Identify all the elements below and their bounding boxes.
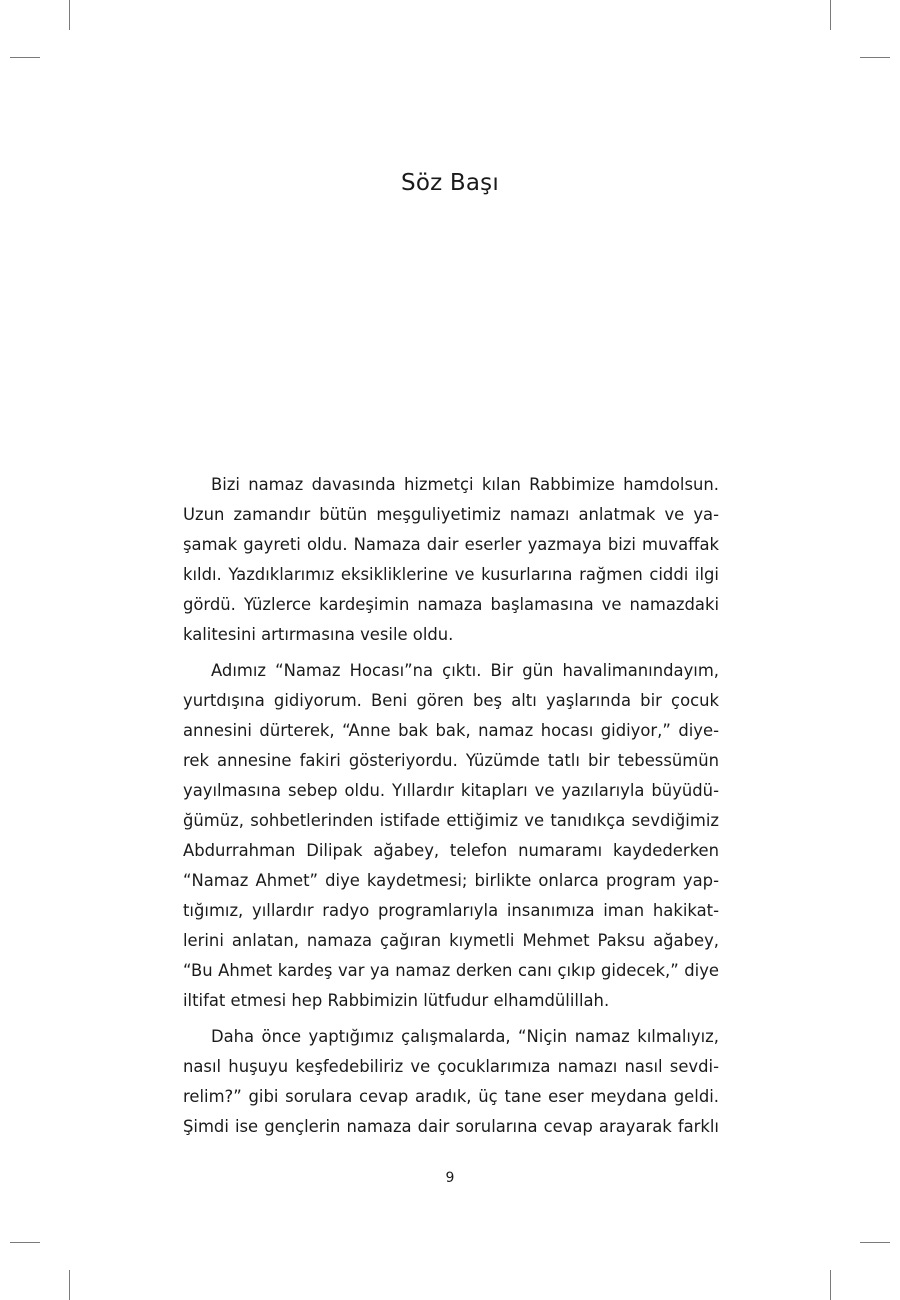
crop-mark-bottom-right-horizontal (860, 1242, 890, 1243)
body-text (183, 470, 719, 1148)
crop-mark-bottom-left-vertical (69, 1270, 70, 1300)
page-number: 9 (445, 1170, 455, 1186)
paragraph-1: Bizi namaz davasında hizmetçi kılan Rabbimize hamdolsun. Uzun zamandır bütün meşguliyetimiz namazı anlatmak ve yaşamak gayreti oldu. Namaza dair eserler yazmaya bizi muvaffak kıldı. Yazdıklarımız eksikliklerine ve kusurlarına rağmen ciddi ilgi gördü. Yüzlerce kardeşimin namaza başlamasına ve namazdaki kalitesini artırmasına vesile oldu. (183, 475, 719, 644)
crop-mark-top-left-vertical (69, 0, 70, 30)
crop-mark-top-right-horizontal (860, 57, 890, 58)
chapter-title: Söz Başı (401, 170, 499, 196)
paragraph-2: Adımız “Namaz Hocası”na çıktı. Bir gün havalimanındayım, yurtdışına gidiyorum. Beni gören beş altı yaşlarında bir çocuk annesini dürterek, “Anne bak bak, namaz hocası gidiyor,” diyerek annesine fakiri gösteriyordu. Yüzümde tatlı bir tebessümün yayılmasına sebep oldu. Yıllardır kitapları ve yazılarıyla büyüdüğümüz, sohbetlerinden istifade ettiğimiz ve tanıdıkça sevdiğimiz Abdurrahman Dilipak ağabey, telefon numaramı kaydederken “Namaz Ahmet” diye kaydetmesi; birlikte onlarca program yaptığımız, yıllardır radyo programlarıyla insanımıza iman hakikatlerini anlatan, namaza çağıran kıymetli Mehmet Paksu ağabey, “Bu Ahmet kardeş var ya namaz derken canı çıkıp gidecek,” diye iltifat etmesi hep Rabbimizin lütfudur elhamdülillah. (183, 661, 719, 1010)
crop-mark-bottom-left-horizontal (10, 1242, 40, 1243)
crop-mark-bottom-right-vertical (830, 1270, 831, 1300)
paragraph-3: Daha önce yaptığımız çalışmalarda, “Niçin namaz kılmalıyız, nasıl huşuyu keşfedebiliriz ve çocuklarımıza namazı nasıl sevdirelim?” gibi sorulara cevap aradık, üç tane eser meydana geldi. Şimdi ise gençlerin namaza dair sorularına cevap arayarak farklı (183, 1027, 719, 1136)
crop-mark-top-right-vertical (830, 0, 831, 30)
crop-mark-top-left-horizontal (10, 57, 40, 58)
